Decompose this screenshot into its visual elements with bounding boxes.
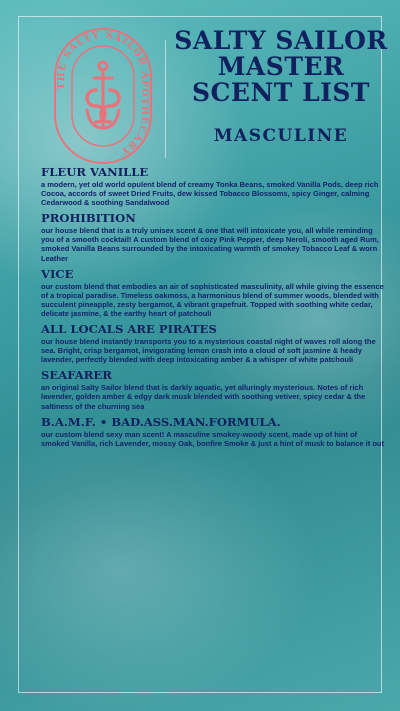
apothecary-logo (50, 24, 156, 168)
scent-item-fleur-vanille (41, 165, 387, 207)
scent-description: our custom blend sexy man scent! A masculine smokey-woody scent, made up of hint of smoked Vanilla, rich Lavender, mossy Oak, bonfire Smoke & just a hint of musk to balance it out (41, 429, 385, 448)
scent-item-prohibition (41, 211, 387, 262)
scent-item-all-locals-are-pirates (41, 322, 387, 364)
scent-description: our house blend instantly transports you to a mysterious coastal night of waves roll along the sea. Bright, crisp bergamot, invigorating lemon crash into a cloud of soft jasmine & heady lavender, perfectly blended with deep intoxicating amber & a whisper of white patchouli (41, 337, 376, 365)
category-subtitle: MASCULINE (213, 126, 349, 146)
scent-name: PROHIBITION (41, 211, 136, 226)
scent-name: VICE (41, 266, 74, 281)
scent-description: a modern, yet old world opulent blend of creamy Tonka Beans, smoked Vanilla Pods, deep rich Cocoa, accords of sweet Dried Fruits, dew kissed Tobacco Blossoms, spicy Ginger, calming Cedarwood & soothing Sandalwood (41, 180, 379, 208)
scent-name: ALL LOCALS ARE PIRATES (41, 322, 217, 337)
page-title: SALTY SAILOR MASTER SCENT LIST (174, 26, 388, 107)
scent-description: our house blend that is a truly unisex scent & one that will intoxicate you, all while reminding you of a smooth cocktail! A custom blend of cozy Pink Pepper, deep Neroli, smooth aged Rum, smoked Vanilla Beans surrounded by the intoxicating warmth of smokey Tobacco Leaf & worn Leather (41, 226, 379, 263)
scent-name: B.A.M.F. • BAD.ASS.MAN.FORMULA. (41, 414, 281, 429)
scent-list (41, 165, 387, 452)
scent-description: our custom blend that embodies an air of sophisticated masculinity, all while giving the essence of a tropical paradise. Timeless oakmoss, a harmonious blend of summer woods, blended with succulent pineapple, zesty bergamot, & vibrant grapefruit. Topped with soothing white cedar, delicate jasmine, & the earthy heart of patchouli (41, 281, 384, 318)
anchor-icon (87, 62, 119, 128)
logo-ring-text: THE SALTY SAILOR APOTHECARY (55, 29, 151, 158)
scent-item-vice (41, 267, 387, 318)
scent-item-bamf (41, 415, 387, 448)
header-divider (165, 40, 166, 158)
scent-item-seafarer (41, 368, 387, 410)
scent-name: FLEUR VANILLE (41, 165, 149, 179)
scent-description: an original Salty Sailor blend that is darkly aquatic, yet alluringly mysterious. Notes of rich lavender, golden amber & edgy dark musk blended with soothing vetiver, spicy cedar & the saltiness of the churning sea (41, 383, 366, 411)
scent-name: SEAFARER (41, 368, 112, 383)
